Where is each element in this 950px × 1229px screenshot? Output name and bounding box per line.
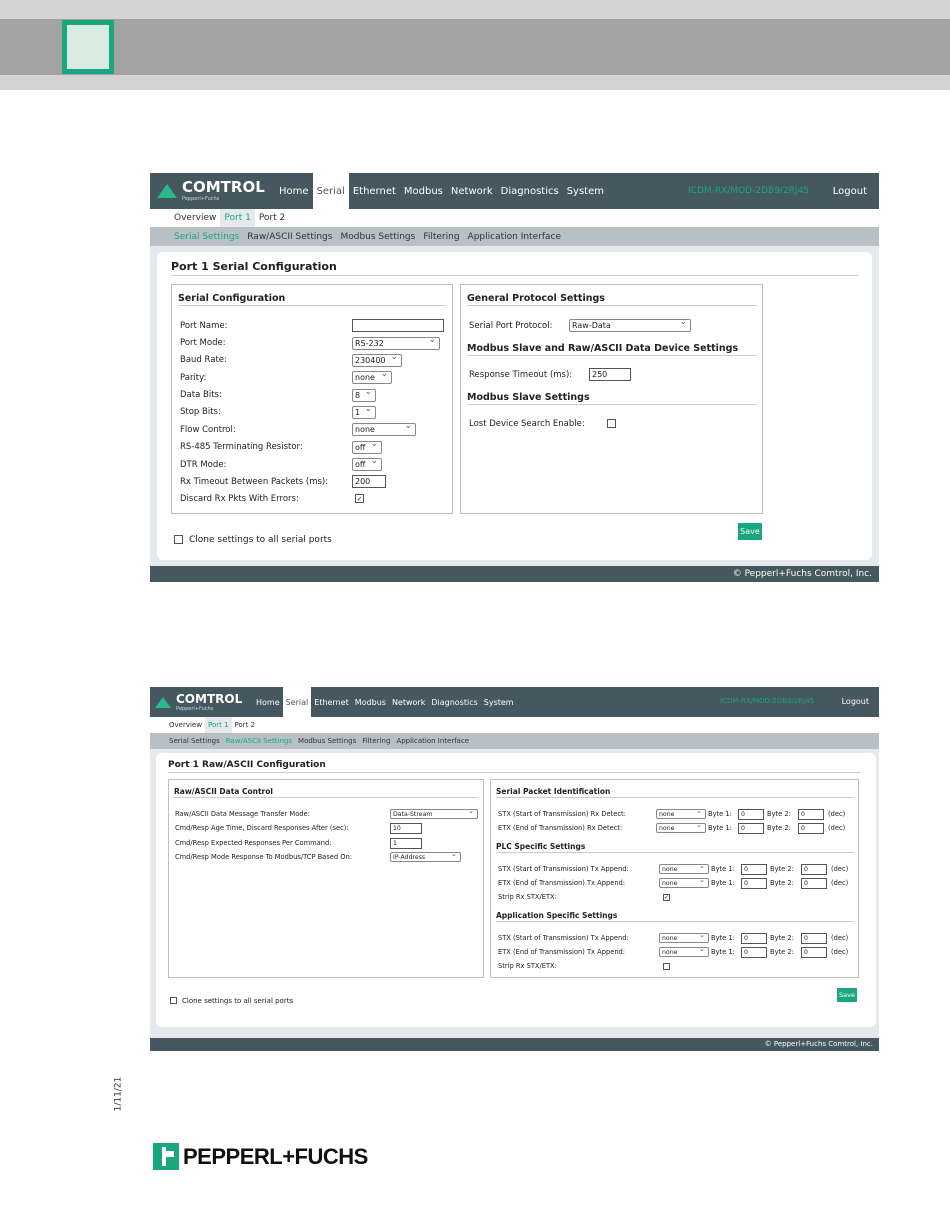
app-stx-byte1-label: Byte 1: xyxy=(711,934,735,942)
dtr-mode-select[interactable]: off ⌄ xyxy=(352,458,382,471)
comtrol-logo-icon xyxy=(155,697,171,708)
app-etx-byte2-label: Byte 2: xyxy=(770,948,794,956)
app-etx-dec-label: (dec) xyxy=(831,948,849,956)
plc-stx-byte1-input[interactable]: 0 xyxy=(741,864,767,875)
raw-ascii-settings-screenshot xyxy=(150,687,879,1051)
lost-device-checkbox[interactable] xyxy=(607,419,616,428)
footer: © Pepperl+Fuchs Comtrol, Inc. xyxy=(150,566,879,582)
stx-rx-dec-label: (dec) xyxy=(828,810,846,818)
plc-etx-byte2-label: Byte 2: xyxy=(770,879,794,887)
stx-rx-byte1-input[interactable]: 0 xyxy=(738,809,764,820)
data-bits-select[interactable]: 8 ⌄ xyxy=(352,389,376,402)
tab-port-2[interactable]: Port 2 xyxy=(258,213,286,223)
tab-port-2[interactable]: Port 2 xyxy=(234,721,256,729)
serial-port-protocol-select[interactable]: Raw-Data ⌄ xyxy=(569,319,691,332)
nav-serial[interactable]: Serial xyxy=(283,687,312,717)
serial-packet-identification-title: Serial Packet Identification xyxy=(496,787,854,798)
plc-specific-title: PLC Specific Settings xyxy=(496,842,854,853)
main-nav xyxy=(253,687,517,717)
flow-control-label: Flow Control: xyxy=(180,425,236,435)
serial-configuration-title: Serial Configuration xyxy=(178,293,446,306)
tab-overview[interactable]: Overview xyxy=(169,721,202,729)
logout-link[interactable]: Logout xyxy=(832,186,867,197)
page-title: Port 1 Serial Configuration xyxy=(171,260,859,276)
plc-stx-byte2-label: Byte 2: xyxy=(770,865,794,873)
raw-ascii-data-control-title: Raw/ASCII Data Control xyxy=(174,787,478,798)
plc-stx-byte1-label: Byte 1: xyxy=(711,865,735,873)
plc-etx-byte1-input[interactable]: 0 xyxy=(741,878,767,889)
response-based-on-label: Cmd/Resp Mode Response To Modbus/TCP Based On: xyxy=(175,853,353,861)
plc-etx-tx-append-label: ETX (End of Transmission) Tx Append: xyxy=(498,879,626,887)
age-time-input[interactable]: 10 xyxy=(390,823,422,834)
plc-stx-tx-append-select[interactable]: none ⌄ xyxy=(659,864,709,874)
general-protocol-title: General Protocol Settings xyxy=(467,293,757,306)
top-nav-bar xyxy=(150,173,879,209)
etx-rx-byte2-input[interactable]: 0 xyxy=(798,823,824,834)
save-button[interactable]: Save xyxy=(837,988,857,1002)
expected-responses-input[interactable]: 1 xyxy=(390,838,422,849)
flow-control-select[interactable]: none ⌄ xyxy=(352,423,416,436)
config-panel xyxy=(156,753,876,1027)
clone-settings-label: Clone settings to all serial ports xyxy=(182,997,294,1005)
main-nav xyxy=(275,173,608,209)
plc-stx-dec-label: (dec) xyxy=(831,865,849,873)
baud-rate-select[interactable]: 230400 ⌄ xyxy=(352,354,402,367)
comtrol-logo: COMTROL Pepperl+Fuchs xyxy=(155,690,242,714)
serial-configuration-box xyxy=(171,284,453,514)
nav-network[interactable]: Network xyxy=(450,185,493,197)
discard-rx-checkbox[interactable]: ✓ xyxy=(356,495,363,503)
stx-rx-byte2-input[interactable]: 0 xyxy=(798,809,824,820)
plc-stx-tx-append-label: STX (Start of Transmission) Tx Append: xyxy=(498,865,629,873)
chapter-tab-marker xyxy=(62,20,114,74)
app-strip-checkbox[interactable] xyxy=(663,963,670,970)
app-stx-tx-append-label: STX (Start of Transmission) Tx Append: xyxy=(498,934,629,942)
subtab-modbus-settings[interactable]: Modbus Settings xyxy=(298,737,357,745)
rs485-resistor-label: RS-485 Terminating Resistor: xyxy=(180,442,303,452)
subtab-application-interface[interactable]: Application Interface xyxy=(467,231,561,242)
rx-timeout-input[interactable]: 200 xyxy=(352,475,386,488)
app-etx-byte1-label: Byte 1: xyxy=(711,948,735,956)
rs485-resistor-select[interactable]: off ⌄ xyxy=(352,441,382,454)
device-name: ICDM-RX/MOD-2DB9/2RJ45 xyxy=(720,697,815,705)
app-etx-tx-append-select[interactable]: none ⌄ xyxy=(659,947,709,957)
header-band xyxy=(0,19,950,75)
etx-rx-dec-label: (dec) xyxy=(828,824,846,832)
clone-settings-checkbox[interactable] xyxy=(174,535,183,544)
parity-select[interactable]: none ⌄ xyxy=(352,371,392,384)
subtab-filtering[interactable]: Filtering xyxy=(423,231,460,242)
port-tabs xyxy=(150,717,879,733)
nav-ethernet[interactable]: Ethernet xyxy=(352,185,396,197)
config-panel xyxy=(157,252,872,560)
raw-ascii-data-control-box xyxy=(168,779,484,978)
response-timeout-input[interactable]: 250 xyxy=(589,368,631,381)
app-stx-byte2-input[interactable]: 0 xyxy=(801,933,827,944)
plc-etx-tx-append-select[interactable]: none ⌄ xyxy=(659,878,709,888)
etx-rx-detect-label: ETX (End of Transmission) Rx Detect: xyxy=(498,824,623,832)
app-strip-label: Strip Rx STX/ETX: xyxy=(498,962,557,970)
subtab-serial-settings[interactable]: Serial Settings xyxy=(169,737,220,745)
tab-port-1[interactable]: Port 1 xyxy=(220,209,254,227)
plc-etx-byte2-input[interactable]: 0 xyxy=(801,878,827,889)
port-name-input[interactable] xyxy=(352,319,444,332)
application-specific-title: Application Specific Settings xyxy=(496,911,854,922)
transfer-mode-select[interactable]: Data-Stream ⌄ xyxy=(390,809,478,819)
expected-responses-label: Cmd/Resp Expected Responses Per Command: xyxy=(175,839,332,847)
tab-port-1[interactable]: Port 1 xyxy=(205,717,232,733)
dtr-mode-label: DTR Mode: xyxy=(180,460,227,470)
plc-etx-byte1-label: Byte 1: xyxy=(711,879,735,887)
transfer-mode-label: Raw/ASCII Data Message Transfer Mode: xyxy=(175,810,310,818)
pepperl-fuchs-logo-icon xyxy=(153,1143,179,1170)
nav-system[interactable]: System xyxy=(566,185,604,197)
header-band-bottom xyxy=(0,75,950,90)
device-name: ICDM-RX/MOD-2DB9/2RJ45 xyxy=(688,186,810,196)
modbus-raw-ascii-title: Modbus Slave and Raw/ASCII Data Device Settings xyxy=(467,343,757,356)
plc-strip-checkbox[interactable]: ✓ xyxy=(664,894,670,901)
lost-device-label: Lost Device Search Enable: xyxy=(469,419,585,429)
nav-system[interactable]: System xyxy=(483,697,514,707)
comtrol-logo-icon xyxy=(157,184,177,198)
top-nav-bar xyxy=(150,687,879,717)
stop-bits-label: Stop Bits: xyxy=(180,407,221,417)
port-mode-label: Port Mode: xyxy=(180,338,226,348)
nav-modbus[interactable]: Modbus xyxy=(354,697,386,707)
doc-date: 1/11/21 xyxy=(113,1076,124,1112)
nav-modbus[interactable]: Modbus xyxy=(403,185,443,197)
subtab-filtering[interactable]: Filtering xyxy=(362,737,391,745)
rx-timeout-label: Rx Timeout Between Packets (ms): xyxy=(180,477,329,487)
settings-subtabs xyxy=(150,227,879,246)
port-tabs xyxy=(150,209,879,227)
modbus-slave-title: Modbus Slave Settings xyxy=(467,392,757,405)
nav-home[interactable]: Home xyxy=(279,185,309,197)
app-stx-byte2-label: Byte 2: xyxy=(770,934,794,942)
nav-network[interactable]: Network xyxy=(391,697,426,707)
clone-settings-label: Clone settings to all serial ports xyxy=(189,535,332,545)
logout-link[interactable]: Logout xyxy=(841,697,869,706)
port-mode-select[interactable]: RS-232 ⌄ xyxy=(352,337,440,350)
page-title: Port 1 Raw/ASCII Configuration xyxy=(168,760,860,773)
tab-overview[interactable]: Overview xyxy=(174,213,217,223)
save-button[interactable]: Save xyxy=(738,523,762,540)
stx-rx-byte2-label: Byte 2: xyxy=(767,810,791,818)
app-etx-tx-append-label: ETX (End of Transmission) Tx Append: xyxy=(498,948,626,956)
parity-label: Parity: xyxy=(180,373,207,383)
subtab-modbus-settings[interactable]: Modbus Settings xyxy=(340,231,416,242)
nav-home[interactable]: Home xyxy=(256,697,280,707)
pepperl-fuchs-logo: PEPPERL+FUCHS xyxy=(153,1143,368,1170)
stop-bits-select[interactable]: 1 ⌄ xyxy=(352,406,376,419)
data-bits-label: Data Bits: xyxy=(180,390,222,400)
app-stx-dec-label: (dec) xyxy=(831,934,849,942)
etx-rx-byte1-label: Byte 1: xyxy=(708,824,732,832)
protocol-settings-box xyxy=(460,284,763,514)
nav-ethernet[interactable]: Ethernet xyxy=(314,697,349,707)
nav-diagnostics[interactable]: Diagnostics xyxy=(431,697,478,707)
footer: © Pepperl+Fuchs Comtrol, Inc. xyxy=(150,1038,879,1051)
comtrol-logo: COMTROL Pepperl+Fuchs xyxy=(157,177,265,205)
header-band-top xyxy=(0,0,950,19)
app-etx-byte2-input[interactable]: 0 xyxy=(801,947,827,958)
stx-rx-detect-label: STX (Start of Transmission) Rx Detect: xyxy=(498,810,626,818)
baud-rate-label: Baud Rate: xyxy=(180,355,227,365)
discard-rx-label: Discard Rx Pkts With Errors: xyxy=(180,494,299,504)
app-stx-tx-append-select[interactable]: none ⌄ xyxy=(659,933,709,943)
stx-rx-byte1-label: Byte 1: xyxy=(708,810,732,818)
app-etx-byte1-input[interactable]: 0 xyxy=(741,947,767,958)
etx-rx-detect-select[interactable]: none ⌄ xyxy=(656,823,706,833)
etx-rx-byte2-label: Byte 2: xyxy=(767,824,791,832)
plc-strip-label: Strip Rx STX/ETX: xyxy=(498,893,557,901)
serial-packet-identification-box xyxy=(490,779,859,978)
etx-rx-byte1-input[interactable]: 0 xyxy=(738,823,764,834)
age-time-label: Cmd/Resp Age Time, Discard Responses After (sec): xyxy=(175,824,349,832)
plc-etx-dec-label: (dec) xyxy=(831,879,849,887)
subtab-raw-ascii-settings[interactable]: Raw/ASCII Settings xyxy=(225,737,293,745)
port-name-label: Port Name: xyxy=(180,321,228,331)
response-timeout-label: Response Timeout (ms): xyxy=(469,370,573,380)
stx-rx-detect-select[interactable]: none ⌄ xyxy=(656,809,706,819)
nav-diagnostics[interactable]: Diagnostics xyxy=(500,185,559,197)
plc-stx-byte2-input[interactable]: 0 xyxy=(801,864,827,875)
app-stx-byte1-input[interactable]: 0 xyxy=(741,933,767,944)
serial-port-protocol-label: Serial Port Protocol: xyxy=(469,321,553,331)
clone-settings-checkbox[interactable] xyxy=(170,997,177,1004)
response-based-on-select[interactable]: IP-Address ⌄ xyxy=(390,852,461,862)
serial-settings-screenshot xyxy=(150,173,879,582)
subtab-raw-ascii-settings[interactable]: Raw/ASCII Settings xyxy=(247,231,333,242)
subtab-serial-settings[interactable]: Serial Settings xyxy=(174,231,240,242)
nav-serial[interactable]: Serial xyxy=(313,173,349,209)
settings-subtabs xyxy=(150,733,879,749)
subtab-application-interface[interactable]: Application Interface xyxy=(396,737,470,745)
